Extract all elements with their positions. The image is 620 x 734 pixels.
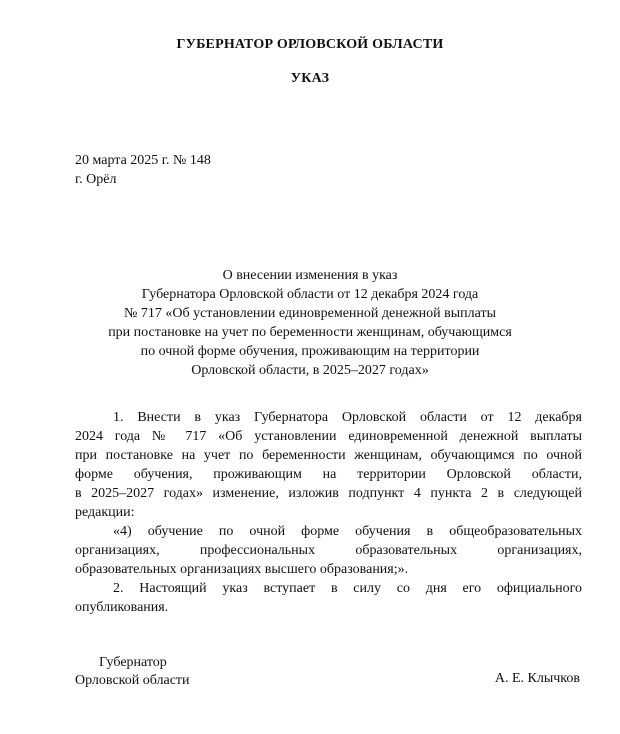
title-line: О внесении изменения в указ bbox=[222, 268, 398, 283]
issuing-authority: ГУБЕРНАТОР ОРЛОВСКОЙ ОБЛАСТИ bbox=[176, 37, 444, 52]
body-line: 2. Настоящий указ вступает в силу со дня его официального bbox=[113, 581, 582, 596]
date-and-number: 20 марта 2025 г. № 148 bbox=[75, 153, 211, 168]
title-line: Губернатора Орловской области от 12 декабря 2024 года bbox=[141, 287, 479, 302]
body-line: редакции: bbox=[75, 505, 135, 520]
body-line: форме обучения, проживающим на территории Орловской области, bbox=[75, 467, 582, 482]
body-line: организациях, профессиональных образовательных организациях, bbox=[75, 543, 582, 558]
signatory-position: Губернатор bbox=[99, 655, 167, 670]
body-line: 1. Внести в указ Губернатора Орловской области от 12 декабря bbox=[113, 410, 582, 425]
signatory-name: А. Е. Клычков bbox=[494, 671, 580, 686]
title-line: по очной форме обучения, проживающим на территории bbox=[140, 344, 480, 359]
city: г. Орёл bbox=[75, 172, 117, 187]
body-line: при постановке на учет по беременности женщинам, обучающимся по очной bbox=[75, 448, 582, 463]
body-line: «4) обучение по очной форме обучения в общеобразовательных bbox=[113, 524, 582, 539]
body-line: опубликования. bbox=[75, 600, 169, 615]
body-line: в 2025–2027 годах» изменение, изложив подпункт 4 пункта 2 в следующей bbox=[75, 486, 582, 501]
document-body bbox=[75, 408, 582, 617]
body-line: образовательных организациях высшего образования;». bbox=[75, 562, 409, 577]
title-line: № 717 «Об установлении единовременной денежной выплаты bbox=[124, 306, 496, 321]
document-title bbox=[60, 266, 560, 380]
body-line: 2024 года № 717 «Об установлении единовременной денежной выплаты bbox=[75, 429, 582, 444]
title-line: Орловской области, в 2025–2027 годах» bbox=[191, 363, 429, 378]
signatory-region: Орловской области bbox=[75, 673, 190, 688]
document-type: УКАЗ bbox=[290, 71, 330, 86]
title-line: при постановке на учет по беременности женщинам, обучающимся bbox=[108, 325, 512, 340]
